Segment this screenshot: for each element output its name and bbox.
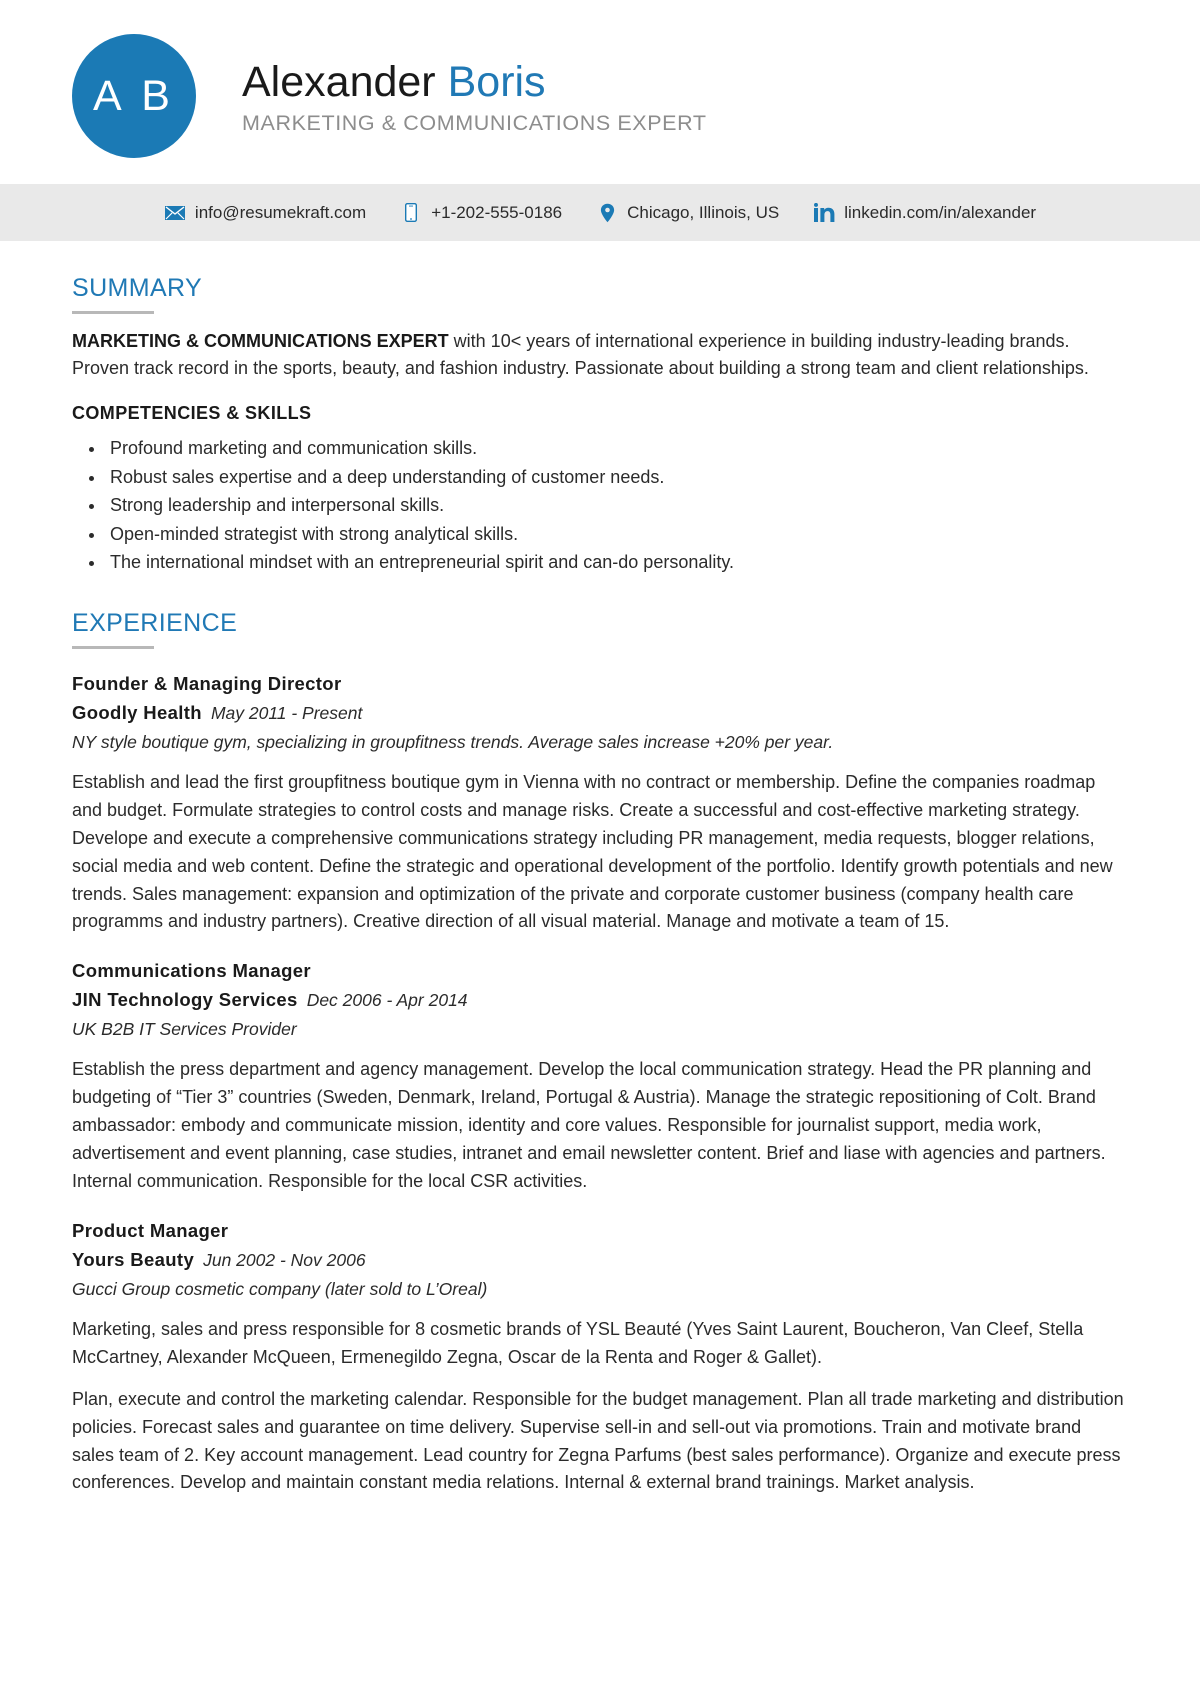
job-tagline: Gucci Group cosmetic company (later sold to L’Oreal): [72, 1278, 488, 1299]
avatar-initials: A B: [93, 71, 175, 120]
contact-item-phone[interactable]: [400, 203, 562, 223]
list-item: • Robust sales expertise and a deep understanding of customer needs.: [106, 463, 1128, 491]
experience-entry: [72, 958, 1128, 1196]
job-role: Founder & Managing Director: [72, 672, 342, 694]
section-rule: [72, 311, 154, 314]
competencies-title: COMPETENCIES & SKILLS: [72, 403, 312, 424]
list-item: • Open-minded strategist with strong analytical skills.: [106, 520, 1128, 548]
job-dates: Jun 2002 - Nov 2006: [203, 1249, 366, 1270]
job-company: JIN Technology Services: [72, 989, 298, 1011]
job-description: Plan, execute and control the marketing calendar. Responsible for the budget management. Plan all trade marketing and distribution policies. Forecast sales and guarantee on time delivery. Supervise sell-in and sell-out via promotions. Train and motivate brand sales team of 2. Key account management. Lead country for Zegna Parfums (best sales performance). Organize and execute press conferences. Develop and maintain constant media relations. Internal & external brand trainings. Market analysis.: [72, 1388, 1124, 1493]
job-role: Product Manager: [72, 1219, 229, 1241]
contact-phone-text: +1-202-555-0186: [431, 202, 563, 222]
contact-item-linkedin[interactable]: [813, 203, 1036, 223]
job-dates: May 2011 - Present: [210, 702, 363, 723]
contact-location-text: Chicago, Illinois, US: [627, 202, 780, 222]
avatar: [72, 34, 196, 158]
linkedin-icon: [813, 203, 835, 223]
job-description: Establish and lead the first groupfitness boutique gym in Vienna with no contract or membership. Define the companies roadmap and budget. Formulate strategies to control costs and manage risks. Create a successful and cost-effective marketing strategy. Develope and execute a comprehensive communications strategy including PR management, media requests, blogger relations, social media and web content. Define the strategic and operational development of the portfolio. Identify growth potentials and new trends. Sales management: expansion and optimization of the private and corporate customer business (company health care programms and industry partners). Creative direction of all visual material. Manage and motivate a team of 15.: [72, 772, 1113, 932]
resume-header: [0, 0, 1200, 184]
list-item: • The international mindset with an entrepreneurial spirit and can-do personality.: [106, 548, 1128, 576]
email-icon: [164, 203, 186, 223]
section-experience: [72, 610, 1128, 1497]
contact-item-location[interactable]: [596, 203, 779, 223]
name-block: [242, 56, 707, 137]
job-tagline: NY style boutique gym, specializing in groupfitness trends. Average sales increase +20% per year.: [72, 731, 834, 752]
competencies-list: [72, 434, 1128, 576]
headline-job-title: MARKETING & COMMUNICATIONS EXPERT: [242, 111, 707, 136]
list-item: • Strong leadership and interpersonal skills.: [106, 491, 1128, 519]
contact-bar: [0, 184, 1200, 241]
list-item: • Profound marketing and communication skills.: [106, 434, 1128, 462]
job-description: Marketing, sales and press responsible for 8 cosmetic brands of YSL Beauté (Yves Saint Laurent, Boucheron, Van Cleef, Stella McCartney, Alexander McQueen, Ermenegildo Zegna, Oscar de la Renta and Roger & Gallet).: [72, 1318, 1084, 1367]
job-company: Yours Beauty: [72, 1248, 195, 1270]
summary-lead-rest: with 10< years of international experience in building industry-leading brands. Proven track record in the sports, beauty, and fashion industry. Passionate about building a strong team and client relationships.: [72, 330, 1089, 379]
experience-entry: [72, 1218, 1128, 1497]
job-meta: [72, 699, 1128, 727]
section-rule: [72, 646, 154, 649]
job-dates: Dec 2006 - Apr 2014: [306, 990, 468, 1011]
job-company: Goodly Health: [72, 701, 202, 723]
first-name: Alexander: [242, 57, 436, 106]
page-title: [242, 57, 707, 106]
contact-item-email[interactable]: [164, 203, 366, 223]
job-role: Communications Manager: [72, 960, 311, 982]
summary-lead-bold: MARKETING & COMMUNICATIONS EXPERT: [72, 330, 449, 351]
job-tagline: UK B2B IT Services Provider: [72, 1019, 297, 1040]
summary-paragraph: [72, 328, 1128, 384]
phone-icon: [400, 203, 422, 223]
job-meta: [72, 1246, 1128, 1274]
section-summary: [72, 275, 1128, 576]
resume-body: [0, 275, 1200, 1537]
contact-linkedin-text: linkedin.com/in/alexander: [844, 202, 1037, 222]
section-title-summary: SUMMARY: [72, 274, 203, 302]
contact-email-text: info@resumekraft.com: [194, 202, 367, 222]
job-description: Establish the press department and agency management. Develop the local communication strategy. Head the PR planning and budgeting of “Tier 3” countries (Sweden, Denmark, Ireland, Portugal & Austria). Manage the strategic repositioning of Colt. Brand ambassador: embody and communicate mission, identity and core values. Responsible for journalist support, media work, advertisement and event planning, case studies, intranet and email newsletter content. Brief and liase with agencies and partners. Internal communication. Responsible for the local CSR activities.: [72, 1059, 1106, 1191]
job-meta: [72, 986, 1128, 1014]
section-title-experience: EXPERIENCE: [72, 609, 238, 638]
location-icon: [596, 203, 618, 223]
experience-entry: [72, 671, 1128, 936]
last-name: Boris: [447, 57, 546, 106]
